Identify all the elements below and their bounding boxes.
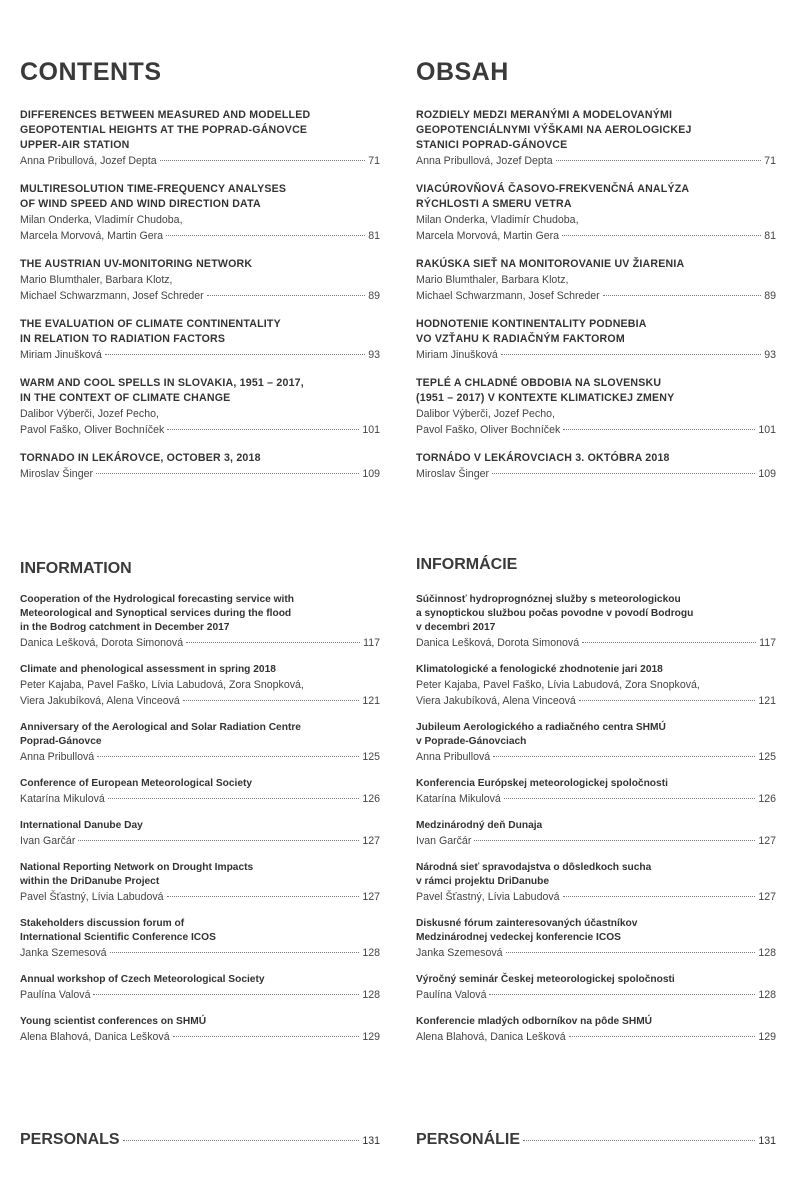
- authors: Anna Pribullová: [416, 751, 491, 763]
- page-number: 109: [362, 468, 380, 480]
- page-number: 93: [368, 349, 380, 361]
- personalie-entry[interactable]: [416, 1131, 776, 1149]
- info-entry[interactable]: [416, 777, 776, 807]
- article-title: RAKÚSKA SIEŤ NA MONITOROVANIE UV ŽIARENIA: [416, 258, 685, 270]
- info-title: Súčinnosť hydroprognóznej služby s meteorologickou a synoptickou službou počas povodne v povodí Bodrogu v decembri 2017: [416, 594, 694, 633]
- leader-dots: [110, 952, 360, 953]
- leader-dots: [78, 840, 359, 841]
- article-title: MULTIRESOLUTION TIME-FREQUENCY ANALYSES OF WIND SPEED AND WIND DIRECTION DATA: [20, 183, 287, 210]
- author-line: [416, 153, 776, 169]
- authors: Marcela Morvová, Martin Gera: [20, 230, 164, 242]
- article-title: TEPLÉ A CHLADNÉ OBDOBIA NA SLOVENSKU (1951 – 2017) V KONTEXTE KLIMATICKEJ ZMENY: [416, 377, 675, 404]
- leader-dots: [569, 1036, 756, 1037]
- authors: Alena Blahová, Danica Lešková: [20, 1031, 170, 1043]
- info-title: National Reporting Network on Drought Impacts within the DriDanube Project: [20, 862, 254, 887]
- info-title: Konferencie mladých odborníkov na pôde SHMÚ: [416, 1016, 653, 1027]
- article-title: THE AUSTRIAN UV-MONITORING NETWORK: [20, 258, 253, 270]
- leader-dots: [186, 642, 360, 643]
- article-entry[interactable]: [20, 108, 380, 169]
- info-entry[interactable]: [20, 663, 380, 709]
- author-line: [20, 693, 380, 709]
- leader-dots: [183, 700, 360, 701]
- authors: Peter Kajaba, Pavel Faško, Lívia Labudová, Zora Snopková,: [20, 679, 304, 691]
- page-number: 93: [764, 349, 776, 361]
- page-number: 81: [764, 230, 776, 242]
- leader-dots: [563, 429, 755, 430]
- article-title: TORNÁDO V LEKÁROVCIACH 3. OKTÓBRA 2018: [416, 452, 670, 464]
- info-title: Conference of European Meteorological Society: [20, 778, 253, 789]
- page-number: 127: [362, 891, 380, 903]
- page-number: 125: [758, 751, 776, 763]
- page-number: 129: [758, 1031, 776, 1043]
- page-number: 129: [362, 1031, 380, 1043]
- author-line: [416, 288, 776, 304]
- page-number: 101: [362, 424, 380, 436]
- author-line: [20, 272, 380, 288]
- personals-entry[interactable]: [20, 1131, 380, 1149]
- personals-label: PERSONALS: [20, 1131, 120, 1148]
- page-number: 117: [363, 637, 380, 649]
- leader-dots: [556, 160, 762, 161]
- authors: Michael Schwarzmann, Josef Schreder: [20, 290, 204, 302]
- authors: Michael Schwarzmann, Josef Schreder: [416, 290, 600, 302]
- leader-dots: [97, 756, 359, 757]
- info-entry[interactable]: [20, 861, 380, 905]
- leader-dots: [506, 952, 756, 953]
- info-title: Konferencia Európskej meteorologickej spoločnosti: [416, 778, 668, 789]
- info-entry[interactable]: [20, 593, 380, 651]
- authors: Milan Onderka, Vladimír Chudoba,: [416, 214, 579, 226]
- authors: Miroslav Šinger: [20, 468, 94, 480]
- authors: Janka Szemesová: [416, 947, 503, 959]
- page-number: 81: [368, 230, 380, 242]
- author-line: [416, 889, 776, 905]
- authors: Miriam Jinušková: [20, 349, 102, 361]
- leader-dots: [160, 160, 366, 161]
- leader-dots: [523, 1140, 755, 1141]
- author-line: [20, 987, 380, 1003]
- info-title: International Danube Day: [20, 820, 143, 831]
- info-entry[interactable]: [416, 917, 776, 961]
- leader-dots: [166, 235, 365, 236]
- authors: Miroslav Šinger: [416, 468, 490, 480]
- leader-dots: [123, 1140, 360, 1141]
- leader-dots: [167, 896, 360, 897]
- article-entry[interactable]: [20, 182, 380, 244]
- leader-dots: [501, 354, 761, 355]
- info-title: Annual workshop of Czech Meteorological Society: [20, 974, 265, 985]
- author-line: [416, 791, 776, 807]
- author-line: [416, 466, 776, 482]
- leader-dots: [207, 295, 365, 296]
- leader-dots: [93, 994, 359, 995]
- authors: Mario Blumthaler, Barbara Klotz,: [20, 274, 173, 286]
- authors: Katarína Mikulová: [416, 793, 501, 805]
- authors: Danica Lešková, Dorota Simonová: [416, 637, 580, 649]
- authors: Paulína Valová: [416, 989, 487, 1001]
- author-line: [416, 749, 776, 765]
- leader-dots: [474, 840, 755, 841]
- leader-dots: [563, 896, 756, 897]
- article-entry[interactable]: [416, 182, 776, 244]
- page-number: 128: [758, 947, 776, 959]
- author-line: [416, 833, 776, 849]
- info-entry[interactable]: [20, 973, 380, 1003]
- author-line: [416, 635, 776, 651]
- leader-dots: [105, 354, 365, 355]
- authors: Pavol Faško, Oliver Bochníček: [416, 424, 561, 436]
- author-line: [416, 212, 776, 228]
- page-number: 127: [758, 835, 776, 847]
- info-title: Anniversary of the Aerological and Solar Radiation Centre Poprad-Gánovce: [20, 722, 301, 747]
- article-title: THE EVALUATION OF CLIMATE CONTINENTALITY IN RELATION TO RADIATION FACTORS: [20, 318, 281, 345]
- author-line: [20, 347, 380, 363]
- information-list: [20, 593, 380, 1057]
- info-entry[interactable]: [416, 663, 776, 709]
- info-entry[interactable]: [20, 721, 380, 765]
- contents-heading: CONTENTS: [20, 58, 162, 86]
- article-entry[interactable]: [20, 257, 380, 304]
- info-entry[interactable]: [20, 777, 380, 807]
- info-title: Medzinárodný deň Dunaja: [416, 820, 543, 831]
- author-line: [416, 945, 776, 961]
- author-line: [20, 153, 380, 169]
- author-line: [20, 635, 380, 651]
- info-entry[interactable]: [20, 1015, 380, 1045]
- info-title: Climate and phenological assessment in spring 2018: [20, 664, 276, 675]
- authors: Miriam Jinušková: [416, 349, 498, 361]
- authors: Milan Onderka, Vladimír Chudoba,: [20, 214, 183, 226]
- information-list: [416, 593, 776, 1057]
- info-entry[interactable]: [416, 819, 776, 849]
- page-number: 117: [759, 637, 776, 649]
- authors: Katarína Mikulová: [20, 793, 105, 805]
- obsah-heading: OBSAH: [416, 58, 509, 86]
- page-number: 71: [764, 155, 776, 167]
- author-line: [20, 791, 380, 807]
- article-title: DIFFERENCES BETWEEN MEASURED AND MODELLED GEOPOTENTIAL HEIGHTS AT THE POPRAD-GÁNOVCE UPPER-AIR STATION: [20, 109, 311, 151]
- page-number: 89: [764, 290, 776, 302]
- article-entry[interactable]: [416, 451, 776, 482]
- page-number: 121: [758, 695, 776, 707]
- info-title: Cooperation of the Hydrological forecasting service with Meteorological and Synoptical services during the flood in the Bodrog catchment in December 2017: [20, 594, 294, 633]
- authors: Peter Kajaba, Pavel Faško, Lívia Labudová, Zora Snopková,: [416, 679, 700, 691]
- leader-dots: [108, 798, 360, 799]
- page-number: 71: [368, 155, 380, 167]
- page-number: 121: [362, 695, 380, 707]
- author-line: [20, 212, 380, 228]
- info-title: Národná sieť spravodajstva o dôsledkoch sucha v rámci projektu DriDanube: [416, 862, 652, 887]
- info-entry[interactable]: [416, 721, 776, 765]
- page-number: 89: [368, 290, 380, 302]
- author-line: [20, 677, 380, 693]
- page-number: 126: [362, 793, 380, 805]
- article-entry[interactable]: [416, 108, 776, 169]
- info-title: Stakeholders discussion forum of International Scientific Conference ICOS: [20, 918, 216, 943]
- leader-dots: [582, 642, 756, 643]
- page-number: 131: [362, 1135, 380, 1147]
- author-line: [416, 422, 776, 438]
- authors: Viera Jakubíková, Alena Vinceová: [20, 695, 180, 707]
- author-line: [20, 945, 380, 961]
- informacie-heading: INFORMÁCIE: [416, 556, 518, 573]
- leader-dots: [173, 1036, 360, 1037]
- page-number: 127: [362, 835, 380, 847]
- info-entry[interactable]: [20, 917, 380, 961]
- article-title: WARM AND COOL SPELLS IN SLOVAKIA, 1951 – 2017, IN THE CONTEXT OF CLIMATE CHANGE: [20, 377, 304, 404]
- info-entry[interactable]: [416, 973, 776, 1003]
- info-title: Young scientist conferences on SHMÚ: [20, 1016, 207, 1027]
- author-line: [416, 272, 776, 288]
- article-entry[interactable]: [416, 317, 776, 363]
- author-line: [416, 693, 776, 709]
- author-line: [416, 347, 776, 363]
- leader-dots: [562, 235, 761, 236]
- author-line: [20, 406, 380, 422]
- article-entry[interactable]: [20, 317, 380, 363]
- page-number: 127: [758, 891, 776, 903]
- info-title: Jubileum Aerologického a radiačného centra SHMÚ v Poprade-Gánovciach: [416, 722, 666, 747]
- author-line: [20, 833, 380, 849]
- info-entry[interactable]: [416, 593, 776, 651]
- page-number: 128: [362, 947, 380, 959]
- article-title: TORNADO IN LEKÁROVCE, OCTOBER 3, 2018: [20, 452, 261, 464]
- author-line: [20, 1029, 380, 1045]
- authors: Pavol Faško, Oliver Bochníček: [20, 424, 165, 436]
- leader-dots: [489, 994, 755, 995]
- authors: Ivan Garčár: [20, 835, 76, 847]
- authors: Pavel Šťastný, Lívia Labudová: [20, 891, 164, 903]
- article-title: ROZDIELY MEDZI MERANÝMI A MODELOVANÝMI GEOPOTENCIÁLNYMI VÝŠKAMI NA AEROLOGICKEJ STANICI POPRAD-GÁNOVCE: [416, 109, 692, 151]
- authors: Anna Pribullová, Jozef Depta: [416, 155, 553, 167]
- leader-dots: [579, 700, 756, 701]
- authors: Mario Blumthaler, Barbara Klotz,: [416, 274, 569, 286]
- info-entry[interactable]: [416, 1015, 776, 1045]
- author-line: [416, 987, 776, 1003]
- info-title: Výročný seminár Českej meteorologickej spoločnosti: [416, 974, 675, 985]
- personalie-label: PERSONÁLIE: [416, 1131, 521, 1148]
- leader-dots: [603, 295, 761, 296]
- article-entry[interactable]: [20, 376, 380, 438]
- article-title: VIACÚROVŇOVÁ ČASOVO-FREKVENČNÁ ANALÝZA RÝCHLOSTI A SMERU VETRA: [416, 183, 690, 210]
- page-number: 109: [758, 468, 776, 480]
- author-line: [416, 228, 776, 244]
- leader-dots: [504, 798, 756, 799]
- authors: Janka Szemesová: [20, 947, 107, 959]
- info-entry[interactable]: [20, 819, 380, 849]
- author-line: [20, 889, 380, 905]
- article-list: [416, 108, 776, 495]
- article-entry[interactable]: [416, 257, 776, 304]
- article-list: [20, 108, 380, 495]
- page-number: 131: [758, 1135, 776, 1147]
- author-line: [20, 466, 380, 482]
- info-title: Diskusné fórum zainteresovaných účastníkov Medzinárodnej vedeckej konferencie ICOS: [416, 918, 638, 943]
- author-line: [20, 749, 380, 765]
- authors: Pavel Šťastný, Lívia Labudová: [416, 891, 560, 903]
- leader-dots: [493, 756, 755, 757]
- info-title: Klimatologické a fenologické zhodnotenie jari 2018: [416, 664, 663, 675]
- page-number: 101: [758, 424, 776, 436]
- authors: Paulína Valová: [20, 989, 91, 1001]
- authors: Ivan Garčár: [416, 835, 472, 847]
- author-line: [20, 288, 380, 304]
- author-line: [416, 1029, 776, 1045]
- author-line: [20, 422, 380, 438]
- author-line: [416, 677, 776, 693]
- article-entry[interactable]: [20, 451, 380, 482]
- author-line: [20, 228, 380, 244]
- authors: Dalibor Výberči, Jozef Pecho,: [416, 408, 555, 420]
- page-number: 125: [362, 751, 380, 763]
- authors: Marcela Morvová, Martin Gera: [416, 230, 560, 242]
- authors: Anna Pribullová, Jozef Depta: [20, 155, 157, 167]
- page-number: 126: [758, 793, 776, 805]
- article-entry[interactable]: [416, 376, 776, 438]
- page-number: 128: [362, 989, 380, 1001]
- information-heading: INFORMATION: [20, 560, 132, 577]
- authors: Viera Jakubíková, Alena Vinceová: [416, 695, 576, 707]
- page-number: 128: [758, 989, 776, 1001]
- leader-dots: [96, 473, 359, 474]
- article-title: HODNOTENIE KONTINENTALITY PODNEBIA VO VZŤAHU K RADIAČNÝM FAKTOROM: [416, 318, 647, 345]
- authors: Alena Blahová, Danica Lešková: [416, 1031, 566, 1043]
- info-entry[interactable]: [416, 861, 776, 905]
- authors: Danica Lešková, Dorota Simonová: [20, 637, 184, 649]
- leader-dots: [492, 473, 755, 474]
- authors: Dalibor Výberči, Jozef Pecho,: [20, 408, 159, 420]
- author-line: [416, 406, 776, 422]
- authors: Anna Pribullová: [20, 751, 95, 763]
- leader-dots: [167, 429, 359, 430]
